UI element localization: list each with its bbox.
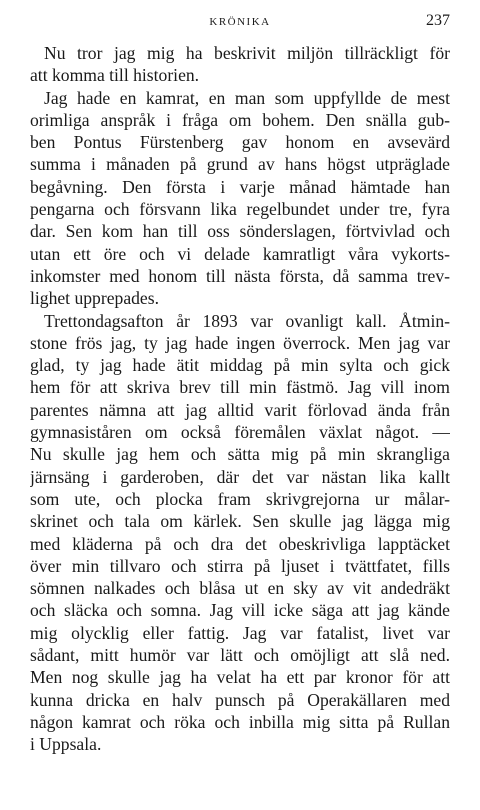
text-line: parentes nämna att jag alltid varit förlovad ända från <box>30 399 450 420</box>
text-line: ben Pontus Fürstenberg gav honom en avsevärd <box>30 132 450 153</box>
text-line: Men nog skulle jag ha velat ha ett par kronor för att <box>30 667 450 688</box>
text-line: och släcka och somna. Jag vill icke säga att jag kände <box>30 600 450 621</box>
text-line: mig olycklig eller fattig. Jag var fatalist, livet var <box>30 622 450 643</box>
text-line: som ute, och plocka fram skrivgrejorna ur målar- <box>30 488 450 509</box>
text-line: Nu skulle jag hem och sätta mig på min skrangliga <box>30 444 450 465</box>
text-line: järnsäng i garderoben, där det var nästan lika kallt <box>30 466 450 487</box>
page-header <box>30 12 450 36</box>
body-text <box>30 42 450 756</box>
text-line: pengarna och försvann lika regelbundet under tre, fyra <box>30 199 450 220</box>
text-line: begåvning. Den första i varje månad hämtade han <box>30 176 450 197</box>
text-line: med kläderna på och dra det obeskrivliga lapptäcket <box>30 533 450 554</box>
text-line: skrinet och tala om kärlek. Sen skulle jag lägga mig <box>30 511 450 532</box>
text-line: hem för att skriva brev till min fästmö. Jag vill inom <box>30 377 450 398</box>
text-line: Jag hade en kamrat, en man som uppfyllde de mest <box>44 87 450 108</box>
text-line: sådant, mitt humör var lätt och omöjligt att slå ned. <box>30 645 450 666</box>
text-line: summa i månaden på grund av hans högst utpräglade <box>30 154 450 175</box>
text-line: inkomster med honom till nästa första, då samma trev- <box>30 265 450 286</box>
text-line: över min tillvaro och stirra på ljuset i tvättfatet, fills <box>30 555 450 576</box>
running-head: KRÖNIKA <box>209 16 271 28</box>
page-number: 237 <box>426 12 450 29</box>
text-line: orimliga anspråk i fråga om bohem. Den snälla gub- <box>30 109 450 130</box>
text-line: kunna dricka en halv punsch på Operakällaren med <box>30 689 450 710</box>
text-line: stone frös jag, ty jag hade ingen överrock. Men jag var <box>30 332 450 353</box>
text-line: sömnen nalkades och blåsa ut en sky av vit andedräkt <box>30 578 450 599</box>
text-line: dar. Sen kom han till oss sönderslagen, förtvivlad och <box>30 221 450 242</box>
text-line: i Uppsala. <box>30 734 102 755</box>
text-line: Nu tror jag mig ha beskrivit miljön tillräckligt för <box>44 43 450 63</box>
text-line: glad, ty jag hade ätit middag på min sylta och gick <box>30 355 450 376</box>
text-line: Trettondagsafton år 1893 var ovanligt kall. Åtmin- <box>44 310 450 331</box>
text-line: gymnasiståren om också föremålen växlat något. — <box>30 422 450 443</box>
text-line: att komma till historien. <box>30 65 200 86</box>
text-line: någon kamrat och röka och inbilla mig sitta på Rullan <box>30 711 450 732</box>
text-line: utan ett öre och vi delade kamratligt våra vykorts- <box>30 243 450 264</box>
text-line: lighet upprepades. <box>30 288 159 309</box>
